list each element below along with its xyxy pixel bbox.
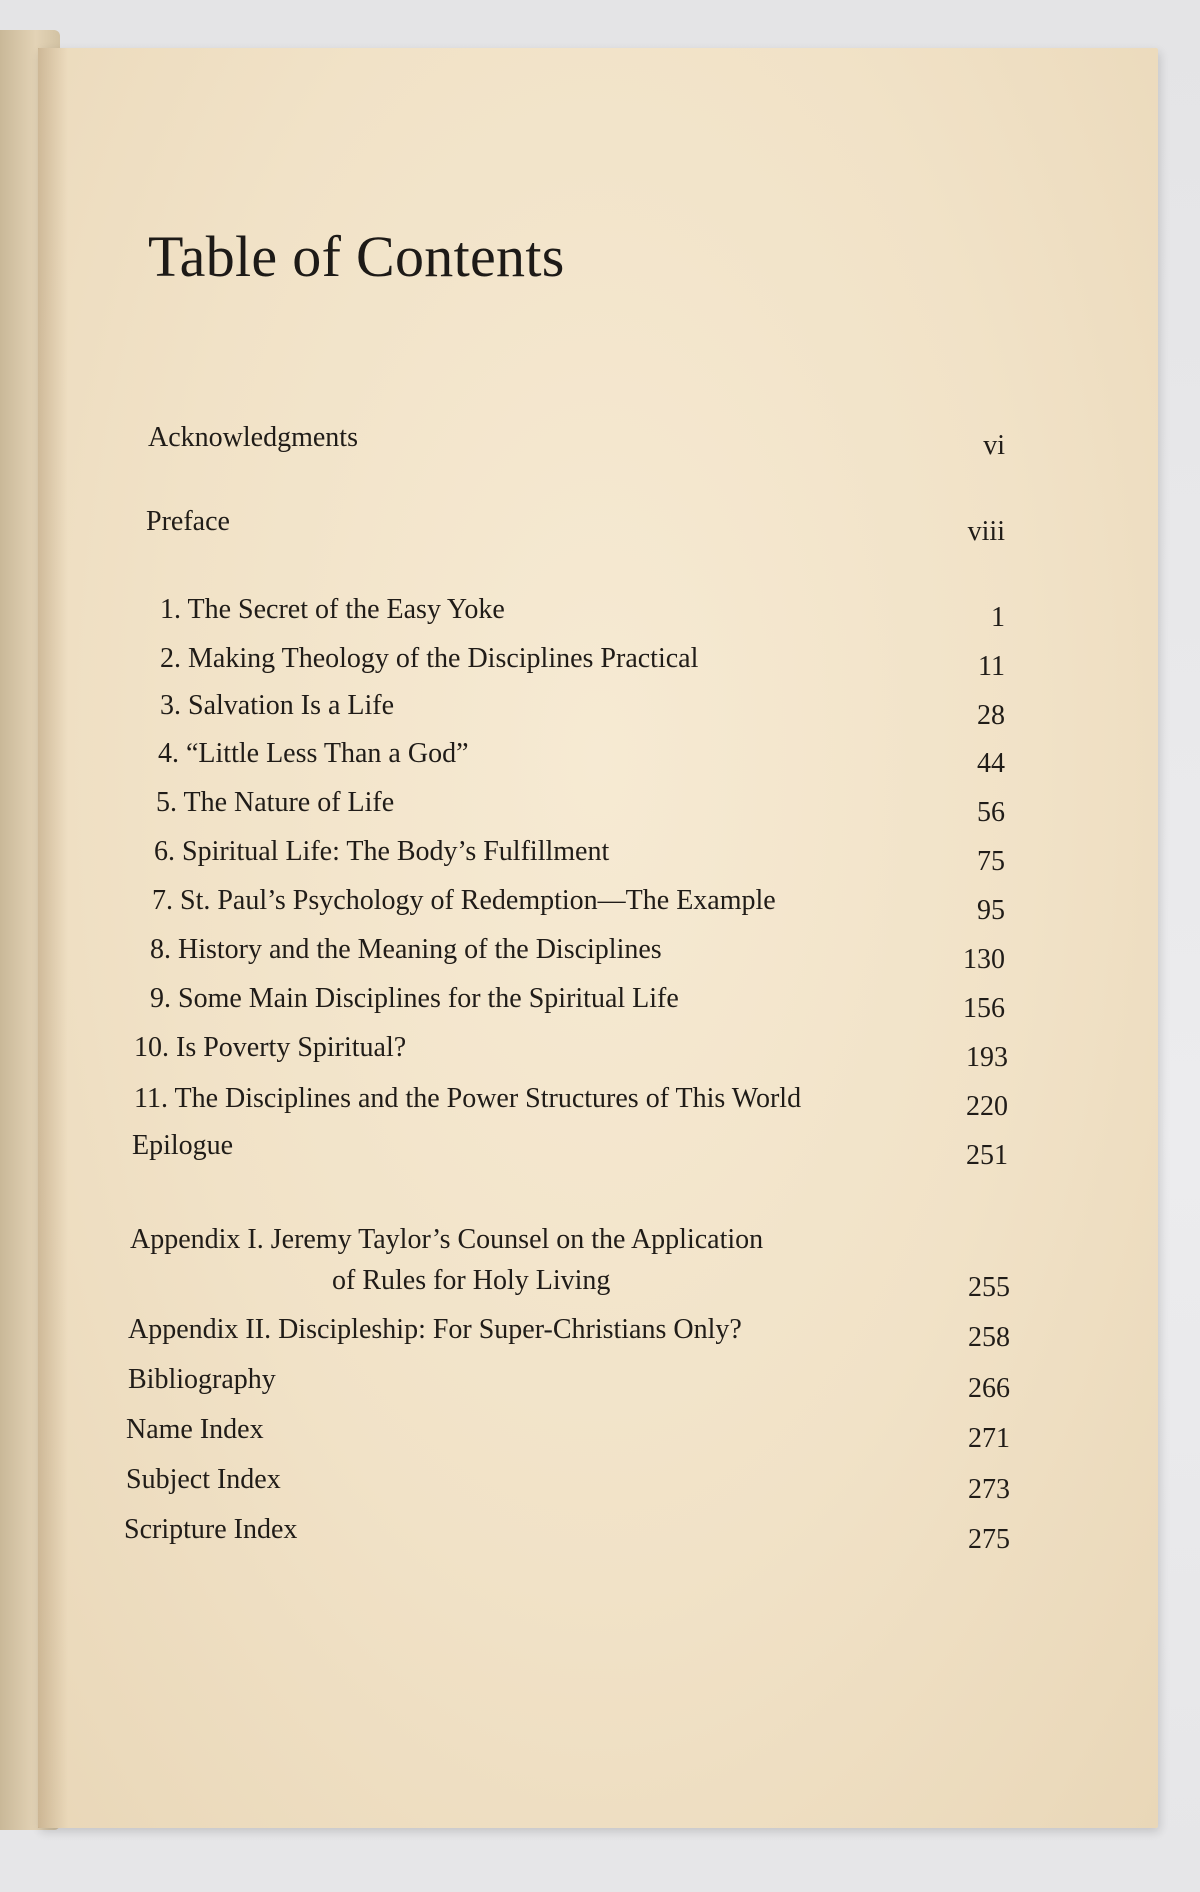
toc-page-number: 95 xyxy=(977,895,1005,926)
toc-label: Making Theology of the Disciplines Practical xyxy=(188,643,699,674)
toc-entry-chapter-4 xyxy=(158,740,469,768)
toc-chapter-number: 11. xyxy=(134,1083,168,1114)
toc-label: Salvation Is a Life xyxy=(188,690,395,721)
toc-label: Acknowledgments xyxy=(148,422,358,453)
toc-page-number: 275 xyxy=(968,1524,1010,1555)
toc-entry-appendix-1 xyxy=(130,1226,763,1254)
toc-page-number: 273 xyxy=(968,1474,1010,1505)
toc-page-number: 28 xyxy=(977,700,1005,731)
toc-chapter-number: 3. xyxy=(160,690,181,721)
toc-label: The Secret of the Easy Yoke xyxy=(187,594,505,625)
toc-page-number: 130 xyxy=(963,944,1005,975)
toc-label: The Disciplines and the Power Structures of This World xyxy=(174,1083,802,1114)
toc-entry-appendix-1-continued xyxy=(332,1267,610,1295)
toc-label: Some Main Disciplines for the Spiritual Life xyxy=(178,983,679,1014)
toc-label: Subject Index xyxy=(126,1464,281,1495)
page-title: Table of Contents xyxy=(148,224,565,289)
toc-page-number: vi xyxy=(983,430,1005,461)
toc-label: “Little Less Than a God” xyxy=(186,738,469,769)
toc-entry-chapter-7 xyxy=(152,887,776,915)
toc-label: Epilogue xyxy=(132,1130,234,1161)
toc-entry-chapter-8 xyxy=(150,936,662,964)
toc-entry-subject-index xyxy=(126,1466,281,1494)
toc-entry-chapter-3 xyxy=(160,692,394,720)
toc-label: St. Paul’s Psychology of Redemption—The Example xyxy=(180,885,776,916)
toc-page-number: 258 xyxy=(968,1322,1010,1353)
toc-entry-acknowledgments xyxy=(148,424,358,452)
toc-chapter-number: 10. xyxy=(134,1032,169,1063)
toc-entry-appendix-2 xyxy=(128,1316,742,1344)
toc-label: Appendix I. Jeremy Taylor’s Counsel on the Application xyxy=(130,1224,764,1255)
toc-page-number: 266 xyxy=(968,1373,1010,1404)
toc-page-number: 1 xyxy=(991,602,1005,633)
toc-page-number: 255 xyxy=(968,1272,1010,1303)
toc-entry-chapter-5 xyxy=(156,789,394,817)
toc-entry-chapter-6 xyxy=(154,838,609,866)
toc-entry-chapter-11 xyxy=(134,1085,801,1113)
toc-label: The Nature of Life xyxy=(183,787,395,818)
toc-page-number: 156 xyxy=(963,993,1005,1024)
toc-page-number: 75 xyxy=(977,846,1005,877)
toc-label: Appendix II. Discipleship: For Super-Christians Only? xyxy=(128,1314,742,1345)
toc-label: Bibliography xyxy=(128,1364,276,1395)
toc-label: Scripture Index xyxy=(124,1514,298,1545)
toc-label: Name Index xyxy=(126,1414,264,1445)
toc-page-number: 11 xyxy=(978,651,1005,682)
toc-page-number: 220 xyxy=(966,1091,1008,1122)
toc-label-continued: of Rules for Holy Living xyxy=(332,1265,611,1296)
toc-chapter-number: 9. xyxy=(150,983,171,1014)
toc-entry-chapter-2 xyxy=(160,645,698,673)
toc-page-number: 56 xyxy=(977,797,1005,828)
toc-page-number: 251 xyxy=(966,1140,1008,1171)
toc-entry-chapter-10 xyxy=(134,1034,406,1062)
toc-page-number: 193 xyxy=(966,1042,1008,1073)
toc-label: Is Poverty Spiritual? xyxy=(176,1032,407,1063)
toc-label: History and the Meaning of the Disciplines xyxy=(178,934,662,965)
toc-chapter-number: 5. xyxy=(156,787,177,818)
toc-chapter-number: 7. xyxy=(152,885,173,916)
toc-entry-preface xyxy=(146,508,230,536)
toc-label: Preface xyxy=(146,506,230,537)
toc-entry-chapter-9 xyxy=(150,985,679,1013)
toc-chapter-number: 1. xyxy=(160,594,181,625)
toc-label: Spiritual Life: The Body’s Fulfillment xyxy=(182,836,610,867)
toc-entry-scripture-index xyxy=(124,1516,297,1544)
toc-page-number: 271 xyxy=(968,1423,1010,1454)
toc-chapter-number: 6. xyxy=(154,836,175,867)
toc-page-number: 44 xyxy=(977,748,1005,779)
toc-entry-name-index xyxy=(126,1416,264,1444)
toc-entry-epilogue xyxy=(132,1132,233,1160)
toc-chapter-number: 8. xyxy=(150,934,171,965)
toc-chapter-number: 2. xyxy=(160,643,181,674)
toc-entry-bibliography xyxy=(128,1366,276,1394)
toc-page-number: viii xyxy=(967,516,1005,547)
toc-entry-chapter-1 xyxy=(160,596,505,624)
toc-chapter-number: 4. xyxy=(158,738,179,769)
spine-shadow xyxy=(38,48,68,1828)
